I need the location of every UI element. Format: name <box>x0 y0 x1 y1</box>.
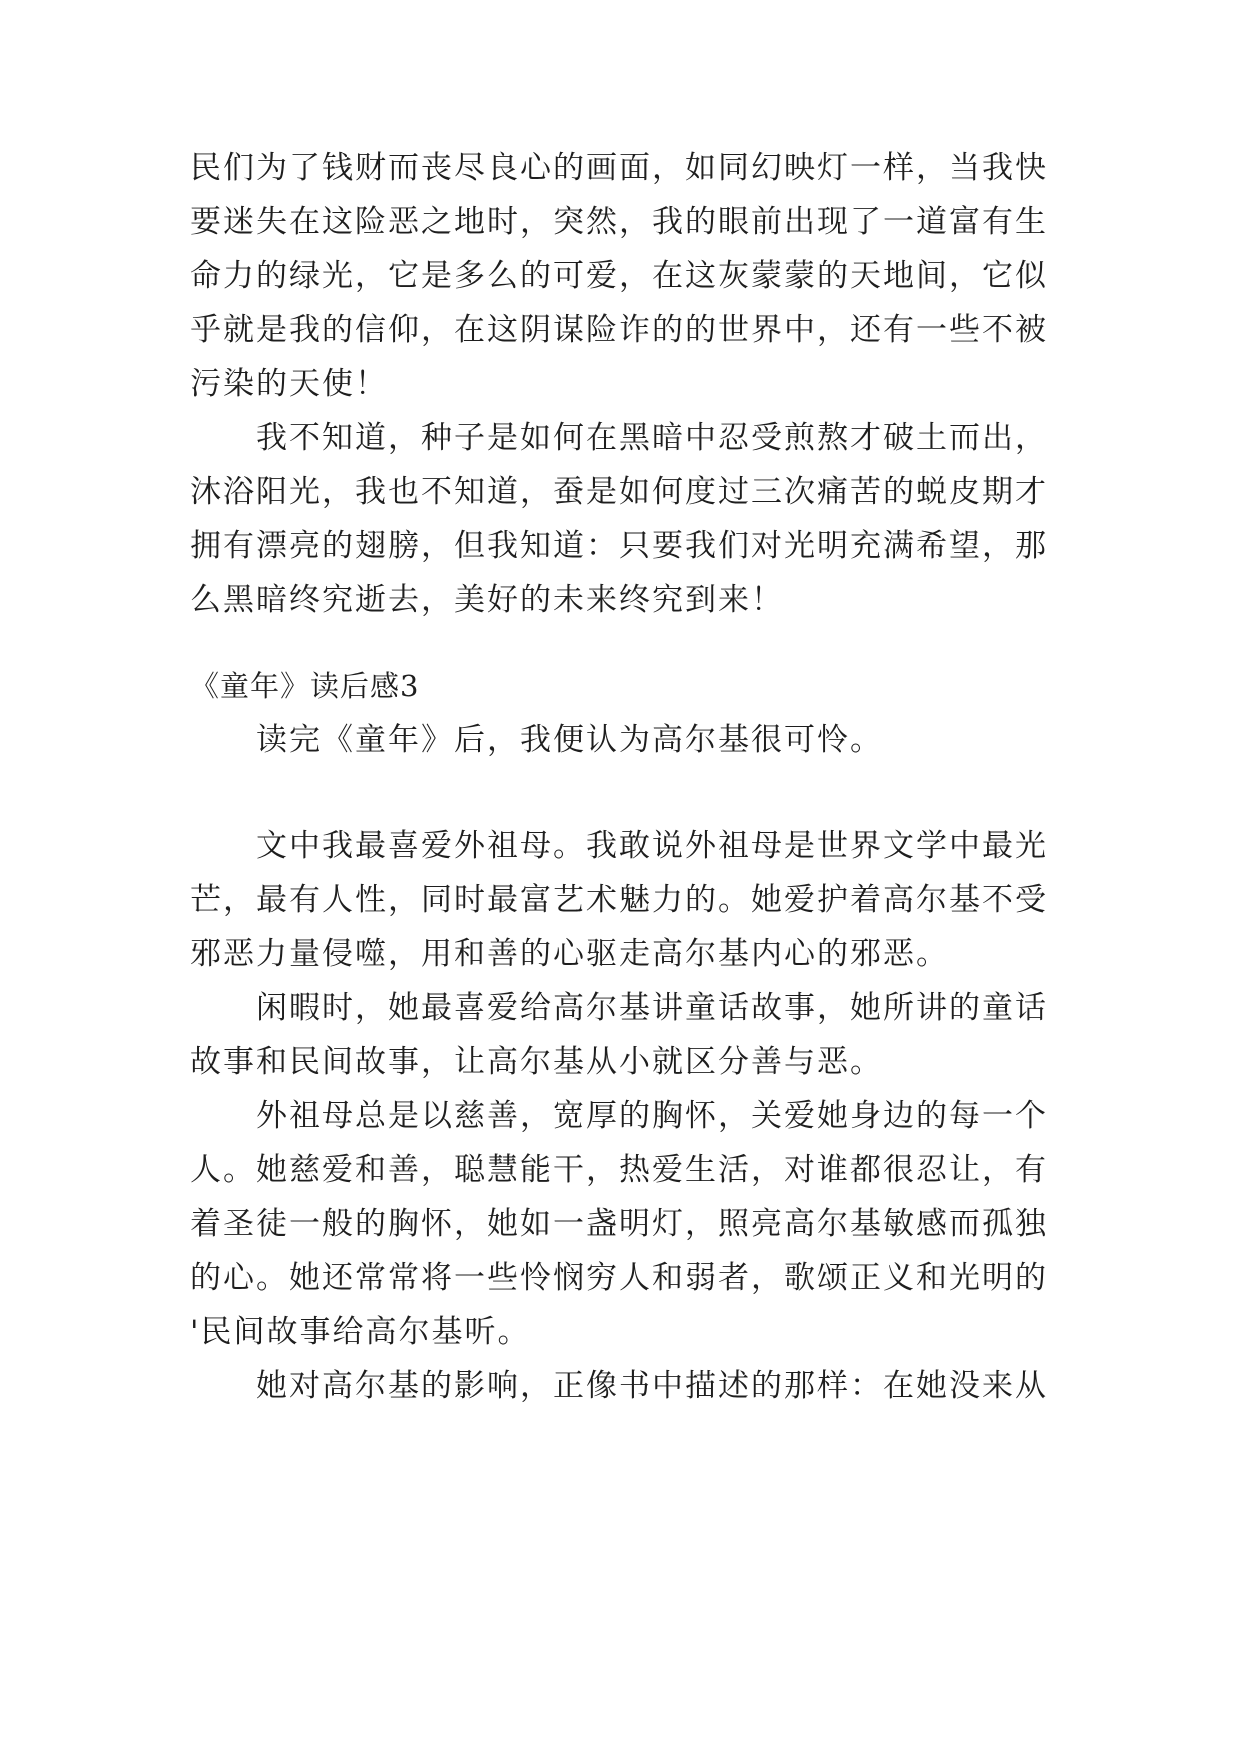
paragraph-line: 污染的天使！ <box>190 366 388 402</box>
paragraph-line: 么黑暗终究逝去，美好的未来终究到来！ <box>190 582 784 618</box>
paragraph-line: 要迷失在这险恶之地时，突然，我的眼前出现了一道富有生 <box>190 204 1048 240</box>
paragraph-line: 民们为了钱财而丧尽良心的画面，如同幻映灯一样，当我快 <box>190 150 1048 186</box>
paragraph-line: 命力的绿光，它是多么的可爱，在这灰蒙蒙的天地间，它似 <box>190 258 1048 294</box>
paragraph-line: 读完《童年》后，我便认为高尔基很可怜。 <box>256 722 883 758</box>
section-heading: 《童年》读后感3 <box>190 669 420 703</box>
paragraph-line: 邪恶力量侵噬，用和善的心驱走高尔基内心的邪恶。 <box>190 936 949 972</box>
paragraph-line: 沐浴阳光，我也不知道，蚕是如何度过三次痛苦的蜕皮期才 <box>190 474 1048 510</box>
paragraph-line: 拥有漂亮的翅膀，但我知道：只要我们对光明充满希望，那 <box>190 528 1048 564</box>
paragraph-line: 文中我最喜爱外祖母。我敢说外祖母是世界文学中最光 <box>256 828 1048 864</box>
paragraph-line: 着圣徒一般的胸怀，她如一盏明灯，照亮高尔基敏感而孤独 <box>190 1206 1048 1242</box>
paragraph-line: 我不知道，种子是如何在黑暗中忍受煎熬才破土而出， <box>256 420 1048 456</box>
paragraph-line: 闲暇时，她最喜爱给高尔基讲童话故事，她所讲的童话 <box>256 990 1048 1026</box>
paragraph-line: 人。她慈爱和善，聪慧能干，热爱生活，对谁都很忍让，有 <box>190 1152 1048 1188</box>
paragraph-line: 芒，最有人性，同时最富艺术魅力的。她爱护着高尔基不受 <box>190 882 1048 918</box>
paragraph-line: 的心。她还常常将一些怜悯穷人和弱者，歌颂正义和光明的 <box>190 1260 1048 1296</box>
paragraph-line: 外祖母总是以慈善，宽厚的胸怀，关爱她身边的每一个 <box>256 1098 1048 1134</box>
paragraph-line: 乎就是我的信仰，在这阴谋险诈的的世界中，还有一些不被 <box>190 312 1048 348</box>
paragraph-line: 故事和民间故事，让高尔基从小就区分善与恶。 <box>190 1044 883 1080</box>
paragraph-line: '民间故事给高尔基听。 <box>190 1314 531 1350</box>
paragraph-line: 她对高尔基的影响，正像书中描述的那样：在她没来从 <box>256 1368 1048 1404</box>
